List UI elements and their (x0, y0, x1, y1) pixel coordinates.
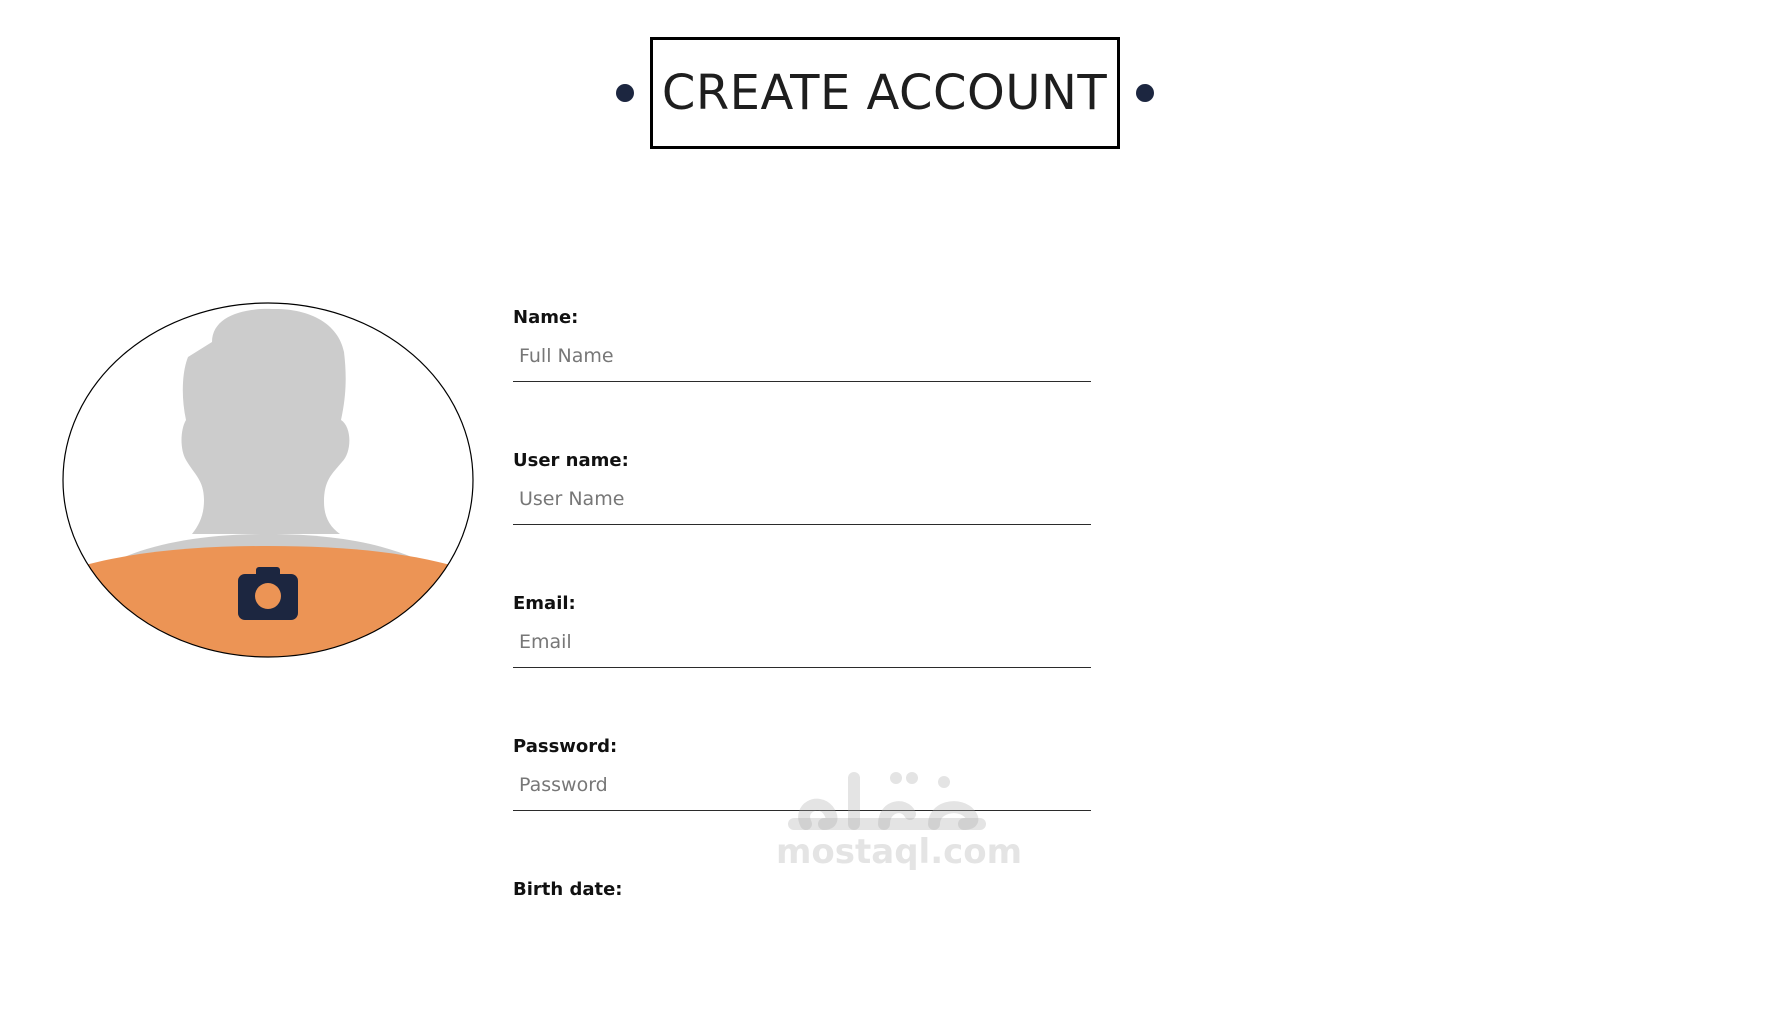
username-input[interactable] (513, 481, 1091, 525)
camera-icon[interactable] (237, 566, 299, 622)
email-label: Email: (513, 593, 576, 614)
username-label: User name: (513, 450, 629, 471)
avatar-upload[interactable] (62, 302, 474, 659)
password-field (513, 735, 1091, 878)
email-field (513, 592, 1091, 735)
email-input[interactable] (513, 624, 1091, 668)
title-dot-right (1136, 84, 1154, 102)
username-field (513, 449, 1091, 592)
password-label: Password: (513, 736, 618, 757)
name-field (513, 306, 1091, 449)
birthdate-label: Birth date: (513, 879, 623, 900)
birthdate-field (513, 878, 1091, 1021)
page-title: CREATE ACCOUNT (661, 65, 1108, 121)
signup-form (513, 306, 1091, 1021)
page-header (0, 35, 1769, 151)
name-label: Name: (513, 307, 579, 328)
title-box (650, 37, 1120, 149)
name-input[interactable] (513, 338, 1091, 382)
title-dot-left (616, 84, 634, 102)
watermark-text: mostaql.com (776, 832, 1023, 872)
password-input[interactable] (513, 767, 1091, 811)
